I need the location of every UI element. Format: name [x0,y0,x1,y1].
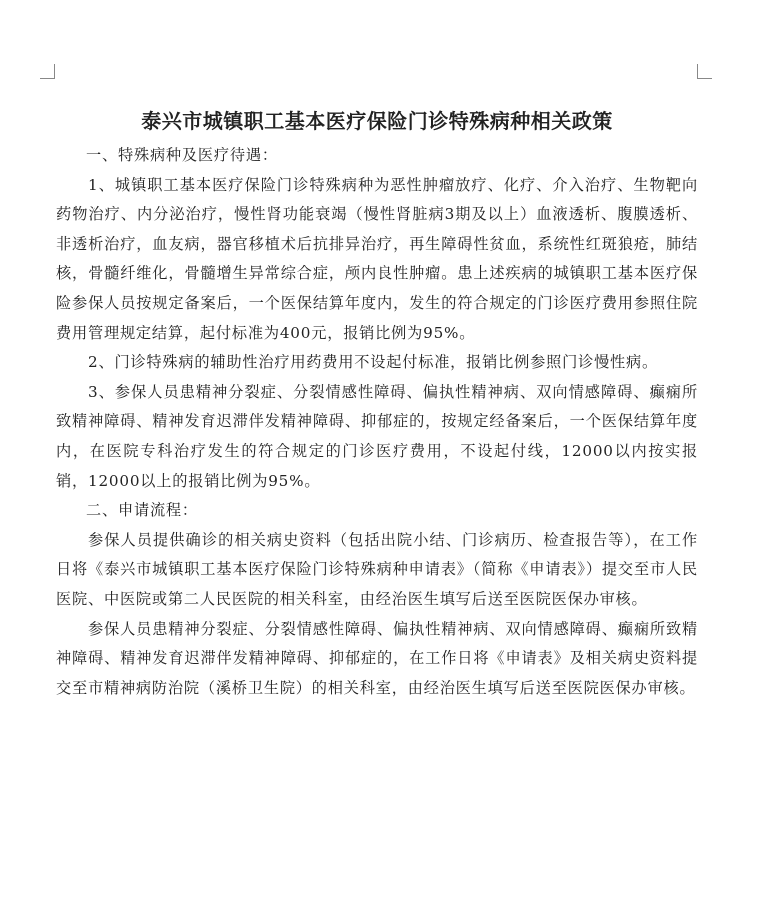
document-title: 泰兴市城镇职工基本医疗保险门诊特殊病种相关政策 [141,109,613,133]
page-corner-mark-top-left [40,64,55,79]
paragraph-auxiliary-drugs: 2、门诊特殊病的辅助性治疗用药费用不设起付标准，报销比例参照门诊慢性病。 [88,353,659,372]
page-corner-mark-top-right [697,64,712,79]
paragraph-application-mental: 参保人员患精神分裂症、分裂情感性障碍、偏执性精神病、双向情感障碍、癫痫所致精神障碍、精神发育迟滞伴发精神障碍、抑郁症的，在工作日将《申请表》及相关病史资料提交至市精神病防治院（溪桥卫生院）的相关科室，由经治医生填写后送至医院医保办审核。 [56,619,698,697]
section-heading-benefits: 一、特殊病种及医疗待遇： [86,146,278,164]
paragraph-mental-disorders: 3、参保人员患精神分裂症、分裂情感性障碍、偏执性精神病、双向情感障碍、癫痫所致精神障碍、精神发育迟滞伴发精神障碍、抑郁症的，按规定经备案后，一个医保结算年度内，在医院专科治疗发生的符合规定的门诊医疗费用，不设起付线，12000以内按实报销，12000以上的报销比例为95%。 [56,382,698,490]
paragraph-special-diseases: 1、城镇职工基本医疗保险门诊特殊病种为恶性肿瘤放疗、化疗、介入治疗、生物靶向药物治疗、内分泌治疗，慢性肾功能衰竭（慢性肾脏病3期及以上）血液透析、腹膜透析、非透析治疗，血友病，器官移植术后抗排异治疗，再生障碍性贫血，系统性红斑狼疮，肺结核，骨髓纤维化，骨髓增生异常综合症，颅内良性肿瘤。患上述疾病的城镇职工基本医疗保险参保人员按规定备案后，一个医保结算年度内，发生的符合规定的门诊医疗费用参照住院费用管理规定结算，起付标准为400元，报销比例为95%。 [56,175,698,342]
section-heading-process: 二、申请流程： [86,501,198,520]
paragraph-application-general: 参保人员提供确诊的相关病史资料（包括出院小结、门诊病历、检查报告等），在工作日将《泰兴市城镇职工基本医疗保险门诊特殊病种申请表》（简称《申请表》）提交至市人民医院、中医院或第二人民医院的相关科室，由经治医生填写后送至医院医保办审核。 [56,530,698,608]
document-body [56,106,698,703]
